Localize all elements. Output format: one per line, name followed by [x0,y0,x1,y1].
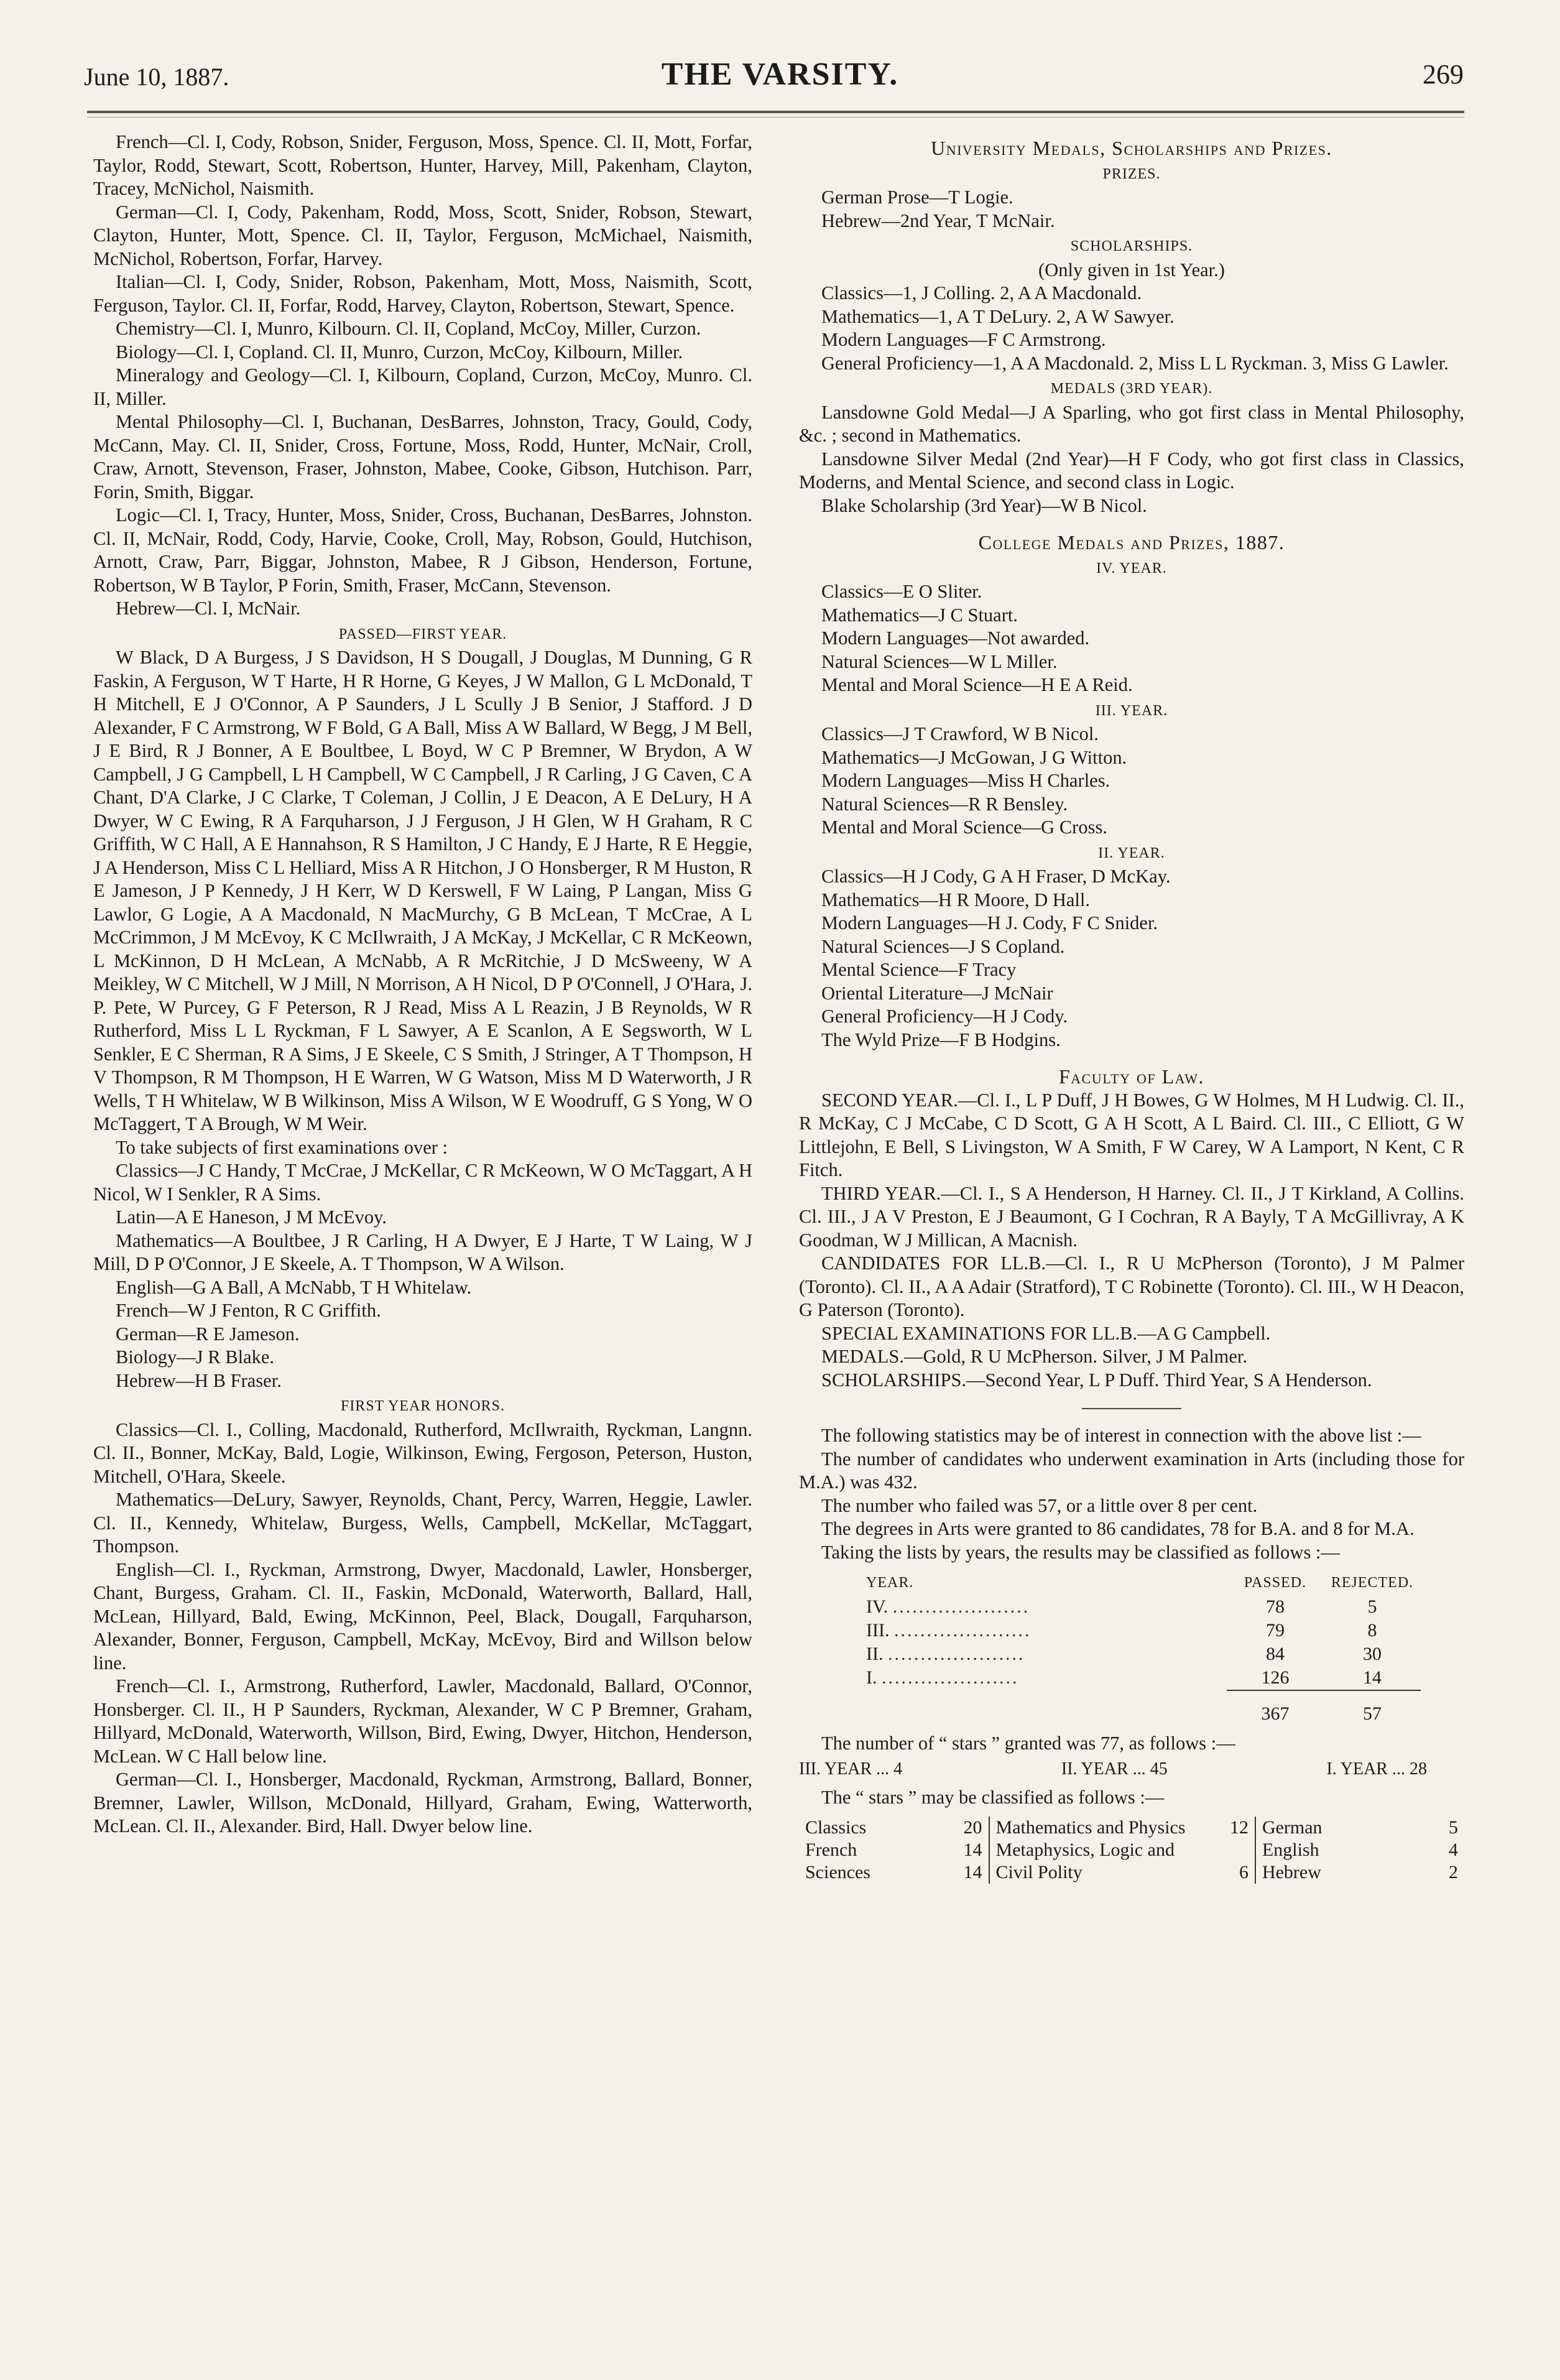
stats-paragraph: The number of candidates who underwent examination in Arts (including those for M.A.) was 432. [799,1448,1464,1493]
supp-paragraph: Biology—J R Blake. [116,1346,275,1368]
honors-paragraph: Mental Philosophy—Cl. I, Buchanan, DesBarres, Johnston, Tracy, Gould, Cody, McCann, May. Cl. II, Snider, Cross, Fortune, Moss, Rodd, Hunter, McNair, Croll, Craw, Arnott, Stevenson, Fraser, Johnston, Mabee, Cooke, Gibson, Hutchison. Parr, Forin, Smith, Biggar. [93,411,752,502]
first-year-paragraph: English—Cl. I., Ryckman, Armstrong, Dwyer, Macdonald, Lawler, Honsberger, Chant, Burgess, Graham. Cl. II., Faskin, McDonald, Waterworth, Ballard, Hall, McLean, Hillyard, Bald, Ewing, McKinnon, Peel, Black, Dougall, Farquharson, Alexander, Bonner, Ferguson, Campbell, McKay, McEvoy, Bird and Willson below line. [93,1558,752,1674]
passed-cell: 79 [1266,1619,1285,1641]
subject-cell: Sciences [805,1862,870,1882]
scholarship-line: General Proficiency—1, A A Macdonald. 2, Miss L L Ryckman. 3, Miss G Lawler. [821,352,1449,374]
totals-label-cell [861,1690,1227,1726]
stars-by-year [799,1755,1464,1781]
year2-line: Natural Sciences—J S Copland. [821,935,1065,957]
year2-line: Mathematics—H R Moore, D Hall. [821,889,1091,910]
total-passed: 367 [1261,1703,1290,1724]
honors-paragraph: German—Cl. I, Cody, Pakenham, Rodd, Moss, Scott, Snider, Robson, Stewart, Clayton, Hunter, Mott, Spence. Cl. II, Taylor, Ferguson, McMichael, Naismith, McNichol, Robertson, Forfar, Harvey. [93,201,752,269]
medal-line: Lansdowne Gold Medal—J A Sparling, who got first class in Mental Philosophy, &c. ; second in Mathematics. [799,401,1464,446]
passed-cell: 84 [1266,1643,1285,1664]
count-cell: 6 [1239,1862,1248,1882]
year2-line: Mental Science—F Tracy [821,959,1017,980]
total-rejected: 57 [1363,1703,1382,1724]
count-cell: 14 [963,1862,982,1882]
stars-intro: The number of “ stars ” granted was 77, as follows :— [821,1732,1235,1754]
count-cell: 2 [1449,1862,1458,1882]
subject-cell: English [1255,1839,1414,1861]
page-header [0,56,1560,106]
count-cell: 4 [1449,1840,1458,1860]
law-paragraph: SPECIAL EXAMINATIONS FOR LL.B.—A G Campbell. [821,1322,1271,1344]
year3-line: Natural Sciences—R R Bensley. [821,793,1068,815]
law-paragraph: SCHOLARSHIPS.—Second Year, L P Duff. Third Year, S A Henderson. [821,1369,1372,1391]
page-number: 269 [1423,59,1464,90]
honors-paragraph: Biology—Cl. I, Copland. Cl. II, Munro, Curzon, McCoy, Kilbourn, Miller. [116,341,683,363]
stars-classify-intro: The “ stars ” may be classified as follows :— [821,1786,1165,1808]
stats-paragraph: Taking the lists by years, the results may be classified as follows :— [821,1541,1340,1563]
results-table [861,1572,1421,1726]
passed-heading: PASSED—FIRST YEAR. [338,626,507,642]
scholarship-line: Classics—1, J Colling. 2, A A Macdonald. [821,282,1142,303]
stats-paragraph: The number who failed was 57, or a little over 8 per cent. [821,1494,1258,1516]
year-value: II. [866,1643,884,1664]
year2-line: The Wyld Prize—F B Hodgins. [821,1029,1061,1050]
year4-heading: IV. YEAR. [1096,560,1167,576]
passed-cell: 78 [1266,1596,1285,1617]
table-header-row [861,1572,1421,1595]
table-row [799,1817,1464,1839]
passed-cell: 126 [1227,1666,1324,1690]
year-value: IV. [866,1596,888,1617]
law-paragraph: MEDALS.—Gold, R U McPherson. Silver, J M Palmer. [821,1346,1248,1367]
year2-line: General Proficiency—H J Cody. [821,1006,1068,1027]
year2-line: Oriental Literature—J McNair [821,982,1053,1004]
publication-title: THE VARSITY. [661,57,899,92]
year4-line: Mathematics—J C Stuart. [821,604,1018,626]
table-row [861,1619,1421,1642]
college-medals-heading: College Medals and Prizes, 1887. [978,531,1285,553]
column-header: PASSED. [1244,1575,1307,1591]
column-header: REJECTED. [1331,1575,1414,1591]
honors-paragraph: Hebrew—Cl. I, McNair. [116,598,301,619]
scholarship-line: Mathematics—1, A T DeLury. 2, A W Sawyer. [821,305,1175,327]
year-cell [861,1619,1227,1642]
scholarship-line: Modern Languages—F C Armstrong. [821,329,1106,350]
totals-row [861,1690,1421,1726]
year-cell [861,1642,1227,1666]
honors-paragraph: French—Cl. I, Cody, Robson, Snider, Ferguson, Moss, Spence. Cl. II, Mott, Forfar, Taylor, Rodd, Stewart, Scott, Robertson, Hunter, Harvey, Mill, Pakenham, Clayton, Tracey, McNichol, Naismith. [93,131,752,199]
law-paragraph: THIRD YEAR.—Cl. I., S A Henderson, H Harney. Cl. II., J T Kirkland, A Collins. Cl. III., J A V Preston, E J Beaumont, G I Cochran, R A Bayly, T A McGillivray, A K Goodman, W J Millican, A Macnish. [799,1182,1464,1251]
leader-dots: ..................... [892,1596,1030,1617]
scholarships-heading: SCHOLARSHIPS. [1070,238,1193,254]
law-paragraph: SECOND YEAR.—Cl. I., L P Duff, J H Bowes, G W Holmes, M H Ludwig. Cl. II., R McKay, C J McCabe, C D Scott, G A H Scott, A L Baird. Cl. III., C Elliott, G W Littlejohn, E Bell, S Livingston, W A Smith, F W Carey, W A Lamport, N Kent, C R Fitch. [799,1089,1464,1180]
prize-line: Hebrew—2nd Year, T McNair. [821,210,1055,231]
honors-paragraph: Chemistry—Cl. I, Munro, Kilbourn. Cl. II, Copland, McCoy, Miller, Curzon. [116,318,701,339]
faculty-of-law-heading: Faculty of Law. [1058,1065,1205,1088]
year2-line: Classics—H J Cody, G A H Fraser, D McKay. [821,866,1171,887]
rejected-cell: 14 [1324,1666,1421,1690]
year-value: III. [866,1619,890,1641]
issue-date: June 10, 1887. [84,63,229,91]
supp-paragraph: English—G A Ball, A McNabb, T H Whitelaw. [116,1276,472,1298]
rejected-cell: 30 [1363,1643,1382,1664]
year4-line: Modern Languages—Not awarded. [821,627,1090,649]
supp-paragraph: Mathematics—A Boultbee, J R Carling, H A Dwyer, E J Harte, T W Laing, W J Mill, D P O'Connor, J E Skeele, A. T Thompson, W A Wilson. [93,1229,752,1274]
supp-paragraph: Classics—J C Handy, T McCrae, J McKellar, C R McKeown, W O McTaggart, A H Nicol, W I Senkler, R A Sims. [93,1160,752,1205]
count-cell: 14 [963,1840,982,1860]
first-year-paragraph: Mathematics—DeLury, Sawyer, Reynolds, Chant, Percy, Warren, Heggie, Lawler. Cl. II., Kennedy, Whitelaw, Burgess, Wells, Campbell, McKellar, McTaggart, Thompson. [93,1489,752,1557]
medals-heading: MEDALS (3RD YEAR). [1050,381,1213,397]
year2-heading: II. YEAR. [1098,845,1165,861]
scholarships-note: (Only given in 1st Year.) [1038,259,1225,280]
year3-line: Classics—J T Crawford, W B Nicol. [821,723,1099,744]
subject-cell: Mathematics and Physics [989,1817,1211,1839]
table-row [861,1642,1421,1666]
table-row [861,1666,1421,1690]
stars-year-item: I. YEAR ... 28 [1326,1759,1427,1779]
year4-line: Natural Sciences—W L Miller. [821,651,1058,672]
leader-dots: ..................... [893,1619,1032,1641]
honors-paragraph: Logic—Cl. I, Tracy, Hunter, Moss, Snider, Cross, Buchanan, DesBarres, Johnston. Cl. II, McNair, Rodd, Cody, Harvie, Cooke, Croll, May, Robson, Gould, Hutchison, Arnott, Craw, Parr, Biggar, Johnston, Mabee, R J Gibson, Henderson, Fortune, Robertson, W B Taylor, P Forin, Smith, Fraser, McCann, Stevenson. [93,504,752,596]
first-year-paragraph: German—Cl. I., Honsberger, Macdonald, Ryckman, Armstrong, Ballard, Bonner, Bremner, Lawler, Willson, McDonald, Hillyard, Graham, Ewing, Watterworth, McLean. Cl. II., Alexander. Bird, Hall. Dwyer below line. [93,1769,752,1836]
prizes-heading: PRIZES. [1102,165,1161,182]
subject-cell: Hebrew [1255,1861,1414,1884]
stars-year-item: III. YEAR ... 4 [799,1759,903,1779]
supp-paragraph: German—R E Jameson. [116,1323,300,1345]
table-row [861,1595,1421,1619]
year4-line: Classics—E O Sliter. [821,581,982,602]
university-medals-heading: University Medals, Scholarships and Prizes. [931,137,1332,159]
stats-paragraph: The degrees in Arts were granted to 86 candidates, 78 for B.A. and 8 for M.A. [821,1518,1415,1539]
header-rule [87,111,1464,113]
year-cell [861,1666,1227,1690]
first-year-heading: FIRST YEAR HONORS. [340,1398,505,1414]
table-row [799,1839,1464,1861]
rejected-cell: 8 [1367,1619,1377,1641]
year3-line: Modern Languages—Miss H Charles. [821,770,1110,791]
count-cell: 5 [1449,1817,1458,1838]
medal-line: Lansdowne Silver Medal (2nd Year)—H F Cody, who got first class in Classics, Moderns, and Mental Science, and second class in Logic. [799,448,1464,493]
supp-paragraph: To take subjects of first examinations over : [116,1136,448,1158]
column-header: YEAR. [866,1575,914,1591]
leader-dots: ..................... [882,1667,1019,1688]
supp-paragraph: French—W J Fenton, R C Griffith. [116,1300,381,1321]
supp-paragraph: Latin—A E Haneson, J M McEvoy. [116,1206,387,1228]
prize-line: German Prose—T Logie. [821,187,1013,208]
subject-cell: French [805,1840,857,1860]
count-cell: 12 [1229,1817,1248,1838]
leader-dots: ..................... [887,1643,1025,1664]
subject-cell: Metaphysics, Logic and Civil Polity [989,1839,1211,1884]
medal-line: Blake Scholarship (3rd Year)—W B Nicol. [821,494,1147,516]
year2-line: Modern Languages—H J. Cody, F C Snider. [821,912,1158,933]
year-value: I. [866,1667,877,1688]
law-paragraph: CANDIDATES FOR LL.B.—Cl. I., R U McPherson (Toronto), J M Palmer (Toronto). Cl. II., A A Adair (Stratford), T C Robinette (Toronto). Cl. III., W H Deacon, G Paterson (Toronto). [799,1253,1464,1320]
stats-paragraph: The following statistics may be of interest in connection with the above list :— [821,1425,1421,1446]
honors-paragraph: Mineralogy and Geology—Cl. I, Kilbourn, Copland, Curzon, McCoy, Munro. Cl. II, Miller. [93,364,752,409]
year-cell [861,1595,1227,1619]
passed-list: W Black, D A Burgess, J S Davidson, H S Dougall, J Douglas, M Dunning, G R Faskin, A Ferguson, W T Harte, H R Horne, G Keyes, J W Mallon, G L McDonald, T H Mitchell, E J O'Connor, A P Saunders, J L Scully J B Senior, J Stafford. J D Alexander, F C Armstrong, W F Bold, G A Ball, Miss A W Ballard, W Begg, J M Bell, J E Bird, R J Bonner, A E Boultbee, L Boyd, W C P Bremner, W Brydon, A W Campbell, J G Campbell, L H Campbell, W C Campbell, J R Carling, J G Caven, C A Chant, D'A Clarke, J C Clarke, T Coleman, J Collin, J E Deacon, A E DeLury, H A Dwyer, W C Ewing, R A Farquharson, J J Ferguson, J H Glen, W H Graham, R C Griffith, W C Hall, A E Hannahson, R S Hamilton, J C Handy, E J Harte, R E Heggie, J A Henderson, Miss C L Helliard, Miss A R Hitchon, J O Honsberger, R M Huston, R E Jameson, J P Kennedy, J H Kerr, W D Kerswell, F W Laing, P Langan, Miss G Lawlor, G Logie, A A Macdonald, N MacMurchy, G B McLean, T McCrae, A L McCrimmon, J M McEvoy, K C McIlwraith, J A McKay, J McKellar, C R McKeown, L McKinnon, D H McLean, A McNabb, A R McRitchie, J D McSweeny, W A Meikley, W C Mitchell, W J Mill, N Morrison, A H Nicol, D P O'Connell, J O'Hara, J. P. Pete, W Purcey, G F Peterson, R J Read, Miss A L Reazin, J B Reynolds, W R Rutherford, Miss L L Ryckman, F L Sawyer, A E Scanlon, A E Segsworth, W L Senkler, E C Sherman, R A Sims, J E Skeele, C S Smith, J Stringer, A T Thompson, H V Thompson, R M Thompson, H E Warren, W G Watson, Miss M D Waterworth, J R Wells, T H Whitelaw, W B Wilkinson, Miss A Wilson, W E Woodruff, G S Yong, W O McTaggert, T A Brough, W M Weir. [93,647,752,1134]
rejected-cell: 5 [1367,1596,1377,1617]
left-column [93,131,752,1838]
year3-line: Mental and Moral Science—G Cross. [821,817,1107,838]
stars-classification-table [799,1817,1464,1884]
year3-line: Mathematics—J McGowan, J G Witton. [821,746,1127,768]
year3-heading: III. YEAR. [1095,702,1168,719]
count-cell: 20 [963,1817,982,1838]
first-year-paragraph: Classics—Cl. I., Colling, Macdonald, Rutherford, McIlwraith, Ryckman, Langnn. Cl. II., Bonner, McKay, Bald, Logie, Wilkinson, Ewing, Fergoson, Peterson, Huston, Mitchell, O'Hara, Skeele. [93,1419,752,1487]
right-column [799,131,1464,1884]
first-year-paragraph: French—Cl. I., Armstrong, Rutherford, Lawler, Macdonald, Ballard, O'Connor, Honsberger. Cl. II., H P Saunders, Ryckman, Alexander, W C P Bremner, Graham, Hillyard, McDonald, Waterworth, Willson, Bird, Ewing, Dwyer, Hitchon, Henderson, McLean. W C Hall below line. [93,1675,752,1767]
subject-cell: German [1255,1817,1414,1839]
subject-cell: Classics [805,1817,867,1838]
stars-year-item: II. YEAR ... 45 [1061,1759,1168,1779]
honors-paragraph: Italian—Cl. I, Cody, Snider, Robson, Pakenham, Mott, Moss, Naismith, Scott, Ferguson, Taylor. Cl. II, Forfar, Rodd, Harvey, Clayton, Robertson, Stewart, Spence. [93,271,752,316]
supp-paragraph: Hebrew—H B Fraser. [116,1369,282,1391]
header-rule-thin [87,117,1464,118]
year4-line: Mental and Moral Science—H E A Reid. [821,674,1133,695]
section-divider [1082,1408,1181,1409]
